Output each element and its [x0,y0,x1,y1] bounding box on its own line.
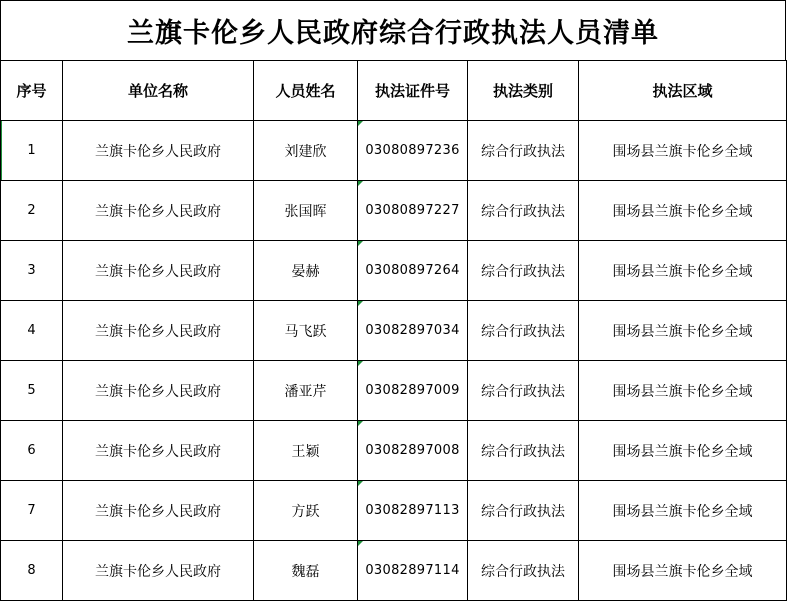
cell-enforcement-type[interactable]: 综合行政执法 [468,361,579,421]
cell-license-text: 03082897034 [365,323,460,338]
table-row [1,121,787,181]
table-row [1,181,787,241]
header-enforcement-type: 执法类别 [468,61,579,121]
cell-enforcement-type[interactable]: 综合行政执法 [468,121,579,181]
cell-license-number[interactable] [358,421,468,481]
cell-unit-name[interactable]: 兰旗卡伦乡人民政府 [63,241,254,301]
cell-license-text: 03082897009 [365,383,460,398]
table-row [1,421,787,481]
cell-license-number[interactable] [358,481,468,541]
cell-unit-name[interactable]: 兰旗卡伦乡人民政府 [63,481,254,541]
cell-license-text: 03082897008 [365,443,460,458]
cell-license-number[interactable] [358,181,468,241]
comment-marker-icon [358,361,363,366]
cell-person-name[interactable]: 王颖 [254,421,358,481]
cell-unit-name[interactable]: 兰旗卡伦乡人民政府 [63,301,254,361]
cell-enforcement-type[interactable]: 综合行政执法 [468,301,579,361]
cell-license-text: 03080897236 [365,143,460,158]
cell-license-number[interactable] [358,241,468,301]
cell-license-number[interactable] [358,541,468,601]
selection-indicator [1,121,3,180]
comment-marker-icon [358,421,363,426]
cell-license-number[interactable] [358,361,468,421]
table-row [1,541,787,601]
cell-unit-name[interactable]: 兰旗卡伦乡人民政府 [63,421,254,481]
cell-enforcement-area[interactable]: 围场县兰旗卡伦乡全域 [579,421,787,481]
cell-person-name[interactable]: 马飞跃 [254,301,358,361]
comment-marker-icon [358,301,363,306]
cell-index[interactable]: 6 [1,421,63,481]
cell-person-name[interactable]: 方跃 [254,481,358,541]
cell-license-text: 03082897113 [365,503,460,518]
header-index: 序号 [1,61,63,121]
cell-index[interactable]: 3 [1,241,63,301]
header-license-number: 执法证件号 [358,61,468,121]
table-row [1,301,787,361]
comment-marker-icon [358,181,363,186]
cell-unit-name[interactable]: 兰旗卡伦乡人民政府 [63,361,254,421]
cell-person-name[interactable]: 潘亚芹 [254,361,358,421]
table-row [1,481,787,541]
cell-index[interactable] [1,121,63,181]
cell-index[interactable]: 8 [1,541,63,601]
cell-enforcement-area[interactable]: 围场县兰旗卡伦乡全域 [579,301,787,361]
cell-enforcement-type[interactable]: 综合行政执法 [468,241,579,301]
cell-enforcement-type[interactable]: 综合行政执法 [468,421,579,481]
cell-unit-name[interactable]: 兰旗卡伦乡人民政府 [63,121,254,181]
cell-person-name[interactable]: 刘建欣 [254,121,358,181]
cell-index-text: 1 [27,143,36,158]
header-person-name: 人员姓名 [254,61,358,121]
table-row [1,241,787,301]
cell-license-text: 03080897227 [365,203,460,218]
cell-person-name[interactable]: 魏磊 [254,541,358,601]
comment-marker-icon [358,481,363,486]
cell-enforcement-area[interactable]: 围场县兰旗卡伦乡全域 [579,361,787,421]
cell-enforcement-type[interactable]: 综合行政执法 [468,541,579,601]
header-enforcement-area: 执法区域 [579,61,787,121]
header-unit-name: 单位名称 [63,61,254,121]
cell-license-text: 03082897114 [365,563,460,578]
cell-license-number[interactable] [358,301,468,361]
cell-enforcement-type[interactable]: 综合行政执法 [468,481,579,541]
personnel-table [0,60,787,601]
cell-enforcement-area[interactable]: 围场县兰旗卡伦乡全域 [579,481,787,541]
cell-index[interactable]: 7 [1,481,63,541]
cell-enforcement-area[interactable]: 围场县兰旗卡伦乡全域 [579,181,787,241]
cell-enforcement-type[interactable]: 综合行政执法 [468,181,579,241]
cell-person-name[interactable]: 晏赫 [254,241,358,301]
document-title: 兰旗卡伦乡人民政府综合行政执法人员清单 [0,0,786,60]
cell-unit-name[interactable]: 兰旗卡伦乡人民政府 [63,541,254,601]
cell-enforcement-area[interactable]: 围场县兰旗卡伦乡全域 [579,121,787,181]
comment-marker-icon [358,541,363,546]
table-row [1,361,787,421]
cell-enforcement-area[interactable]: 围场县兰旗卡伦乡全域 [579,241,787,301]
comment-marker-icon [358,241,363,246]
cell-index[interactable]: 5 [1,361,63,421]
cell-person-name[interactable]: 张国晖 [254,181,358,241]
cell-unit-name[interactable]: 兰旗卡伦乡人民政府 [63,181,254,241]
table-header-row [1,61,787,121]
cell-enforcement-area[interactable]: 围场县兰旗卡伦乡全域 [579,541,787,601]
comment-marker-icon [358,121,363,126]
cell-index[interactable]: 4 [1,301,63,361]
cell-license-text: 03080897264 [365,263,460,278]
cell-license-number[interactable] [358,121,468,181]
cell-index[interactable]: 2 [1,181,63,241]
